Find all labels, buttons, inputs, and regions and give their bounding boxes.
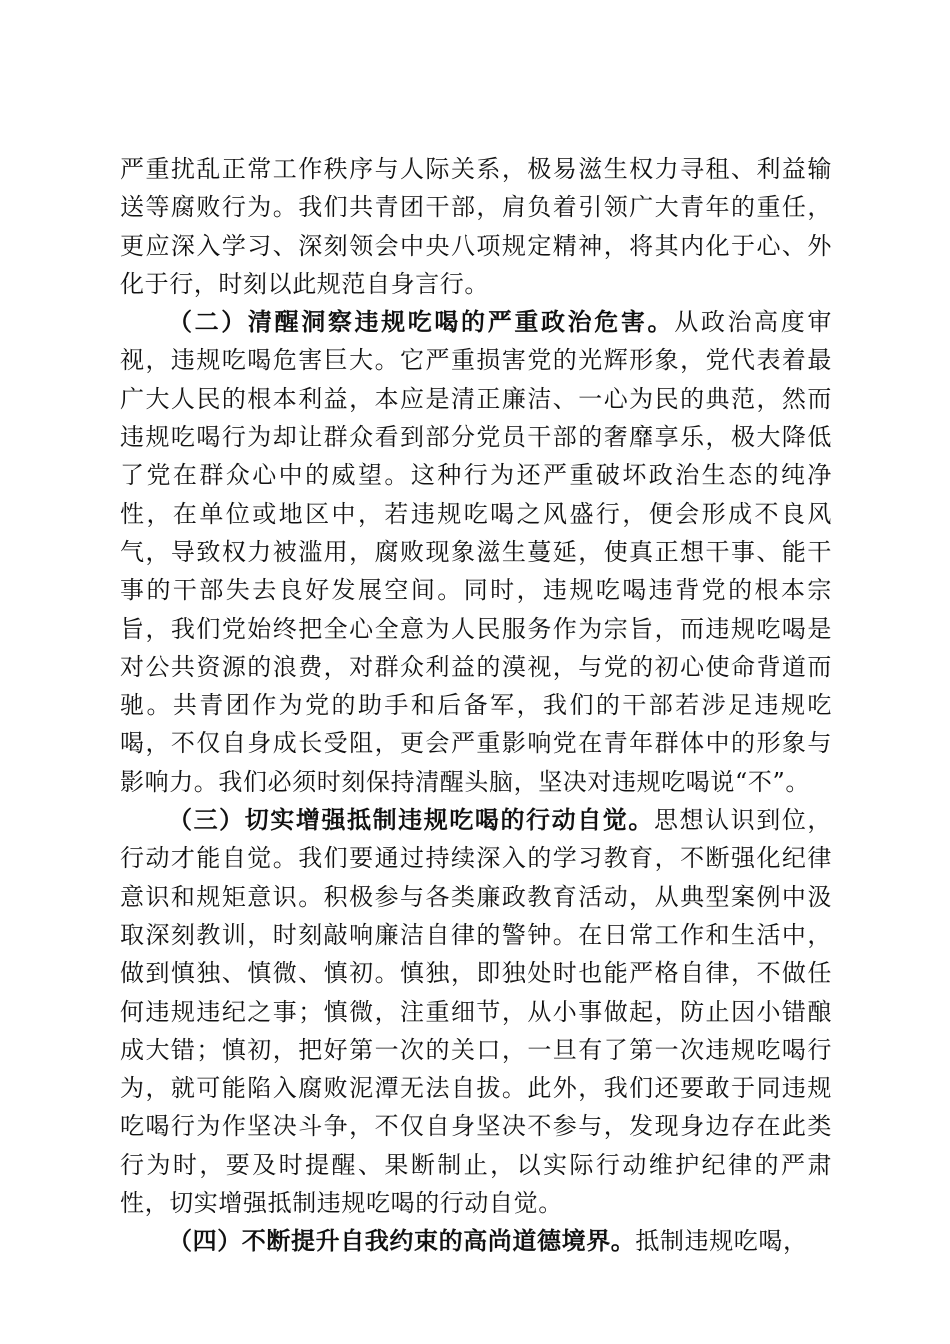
section-heading-2: （二）清醒洞察违规吃喝的严重政治危害。	[168, 307, 675, 337]
paragraph-section-3	[120, 801, 832, 1222]
paragraph-section-4	[120, 1222, 832, 1260]
paragraph-text: 从政治高度审视，违规吃喝危害巨大。它严重损害党的光辉形象，党代表着最广大人民的根本利益，本应是清正廉洁、一心为民的典范，然而违规吃喝行为却让群众看到部分党员干部的奢靡享乐，极大降低了党在群众心中的威望。这种行为还严重破坏政治生态的纯净性，在单位或地区中，若违规吃喝之风盛行，便会形成不良风气，导致权力被滥用，腐败现象滋生蔓延，使真正想干事、能干事的干部失去良好发展空间。同时，违规吃喝违背党的根本宗旨，我们党始终把全心全意为人民服务作为宗旨，而违规吃喝是对公共资源的浪费，对群众利益的漠视，与党的初心使命背道而驰。共青团作为党的助手和后备军，我们的干部若涉足违规吃喝，不仅自身成长受阻，更会严重影响党在青年群体中的形象与影响力。我们必须时刻保持清醒头脑，坚决对违规吃喝说“不”。	[120, 308, 832, 796]
paragraph-section-2	[120, 303, 832, 801]
paragraph-text: 思想认识到位，行动才能自觉。我们要通过持续深入的学习教育，不断强化纪律意识和规矩意识。积极参与各类廉政教育活动，从典型案例中汲取深刻教训，时刻敲响廉洁自律的警钟。在日常工作和生活中，做到慎独、慎微、慎初。慎独，即独处时也能严格自律，不做任何违规违纪之事；慎微，注重细节，从小事做起，防止因小错酿成大错；慎初，把好第一次的关口，一旦有了第一次违规吃喝行为，就可能陷入腐败泥潭无法自拔。此外，我们还要敢于同违规吃喝行为作坚决斗争，不仅自身坚决不参与，发现身边存在此类行为时，要及时提醒、果断制止，以实际行动维护纪律的严肃性，切实增强抵制违规吃喝的行动自觉。	[120, 806, 832, 1218]
document-page	[120, 150, 832, 1261]
paragraph-text: 抵制违规吃喝，	[635, 1227, 808, 1256]
paragraph-continuation	[120, 150, 832, 303]
section-heading-3: （三）切实增强抵制违规吃喝的行动自觉。	[168, 805, 654, 835]
paragraph-text: 严重扰乱正常工作秩序与人际关系，极易滋生权力寻租、利益输送等腐败行为。我们共青团干部，肩负着引领广大青年的重任，更应深入学习、深刻领会中央八项规定精神，将其内化于心、外化于行，时刻以此规范自身言行。	[120, 155, 832, 298]
section-heading-4: （四）不断提升自我约束的高尚道德境界。	[168, 1226, 636, 1256]
